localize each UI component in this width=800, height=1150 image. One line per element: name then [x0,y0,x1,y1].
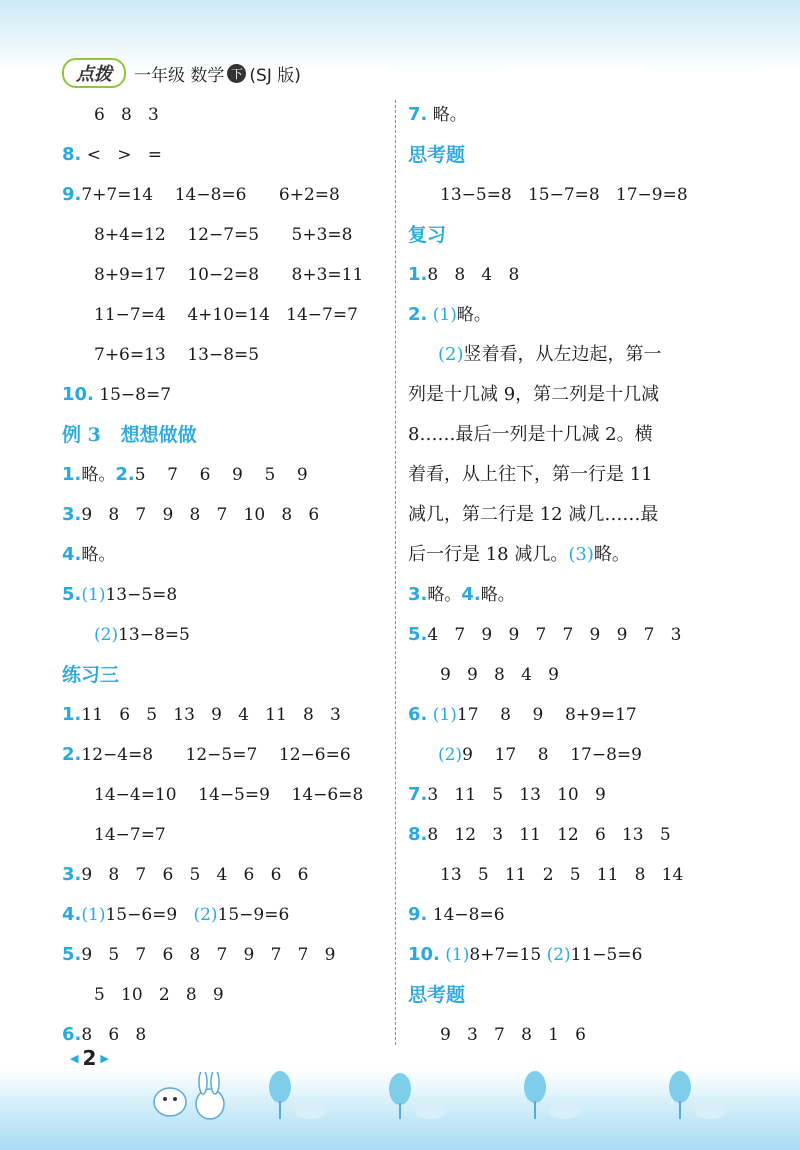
answer-row: 8.8 12 3 11 12 6 13 5 [408,824,671,845]
column-divider [395,100,396,1045]
section-heading: 练习三 [62,664,120,686]
section-heading: 思考题 [408,144,466,166]
answer-row: 5.4 7 9 9 7 7 9 9 7 3 [408,624,682,645]
answer-row: 6. (1)17 8 9 8+9=17 [408,704,637,725]
section-heading: 复习 [408,224,447,246]
answer-row: 5.9 5 7 6 8 7 9 7 7 9 [62,944,336,965]
answer-row: 8. < > = [62,144,162,165]
grade-badge: 下 [227,64,246,83]
right-column [408,100,738,1060]
page-number: ◀ 2 ▶ [70,1046,109,1070]
answer-paragraph-line: 列是十几减 9，第二列是十几减 [408,384,660,405]
answer-row: 5.(1)13−5=8 [62,584,178,605]
answer-row: 4.(1)15−6=9 (2)15−9=6 [62,904,290,925]
answer-row: 5 10 2 8 9 [94,985,224,1005]
answer-row: 9 9 8 4 9 [440,665,559,685]
answer-row: 3.略。4.略。 [408,584,515,605]
triangle-left-icon: ◀ [70,1051,79,1065]
tree-illustration [665,1067,735,1122]
left-column [62,100,363,1060]
subject-title: 一年级 数学 [134,65,225,86]
answer-row: 1.略。2.5 7 6 9 5 9 [62,464,308,485]
answer-row: 2.12−4=8 12−5=7 12−6=6 [62,744,351,765]
answer-row: 8+4=12 12−7=5 5+3=8 [94,225,353,245]
answer-row: 6.8 6 8 [62,1024,147,1045]
answer-paragraph-line: 减几，第二行是 12 减几……最 [408,504,659,525]
tree-illustration [385,1067,455,1122]
answer-row: 7. 略。 [408,104,467,125]
answer-row: 4.略。 [62,544,116,565]
answer-row: (2)13−8=5 [94,625,190,645]
page-header [62,58,301,88]
answer-row: 9 3 7 8 1 6 [440,1025,586,1045]
tree-illustration [265,1067,335,1122]
answer-row: 7+6=13 13−8=5 [94,345,260,365]
answer-row: 10. (1)8+7=15 (2)11−5=6 [408,944,643,965]
logo: 点拨 [62,58,126,88]
answer-row: 1.11 6 5 13 9 4 11 8 3 [62,704,341,725]
answer-row: 6 8 3 [94,105,159,125]
answer-row: 11−7=4 4+10=14 14−7=7 [94,305,358,325]
answer-row: 3.9 8 7 6 5 4 6 6 6 [62,864,309,885]
answer-paragraph-line: (2)竖着看，从左边起，第一 [438,344,662,365]
cartoon-animals-illustration [145,1072,235,1122]
answer-row: 1.8 8 4 8 [408,264,520,285]
answer-row: 2. (1)略。 [408,304,491,325]
answer-paragraph-line: 后一行是 18 减几。(3)略。 [408,544,630,565]
tree-illustration [520,1067,590,1122]
answer-row: 14−7=7 [94,825,166,845]
answer-row: 10. 15−8=7 [62,384,172,405]
section-heading: 思考题 [408,984,466,1006]
section-heading: 例 3 想想做做 [62,424,197,446]
answer-row: 13−5=8 15−7=8 17−9=8 [440,185,688,205]
answer-row: 9. 14−8=6 [408,904,505,925]
answer-row: 8+9=17 10−2=8 8+3=11 [94,265,364,285]
answer-row: 3.9 8 7 9 8 7 10 8 6 [62,504,320,525]
edition-label: (SJ 版) [249,65,301,86]
answer-row: 14−4=10 14−5=9 14−6=8 [94,785,364,805]
answer-paragraph-line: 8……最后一列是十几减 2。横 [408,424,653,445]
answer-row: 7.3 11 5 13 10 9 [408,784,606,805]
answer-paragraph-line: 着看，从上往下，第一行是 11 [408,464,653,485]
answer-row: 9.7+7=14 14−8=6 6+2=8 [62,184,340,205]
answer-row: (2)9 17 8 17−8=9 [438,745,642,765]
triangle-right-icon: ▶ [100,1051,109,1065]
answer-row: 13 5 11 2 5 11 8 14 [440,865,684,885]
